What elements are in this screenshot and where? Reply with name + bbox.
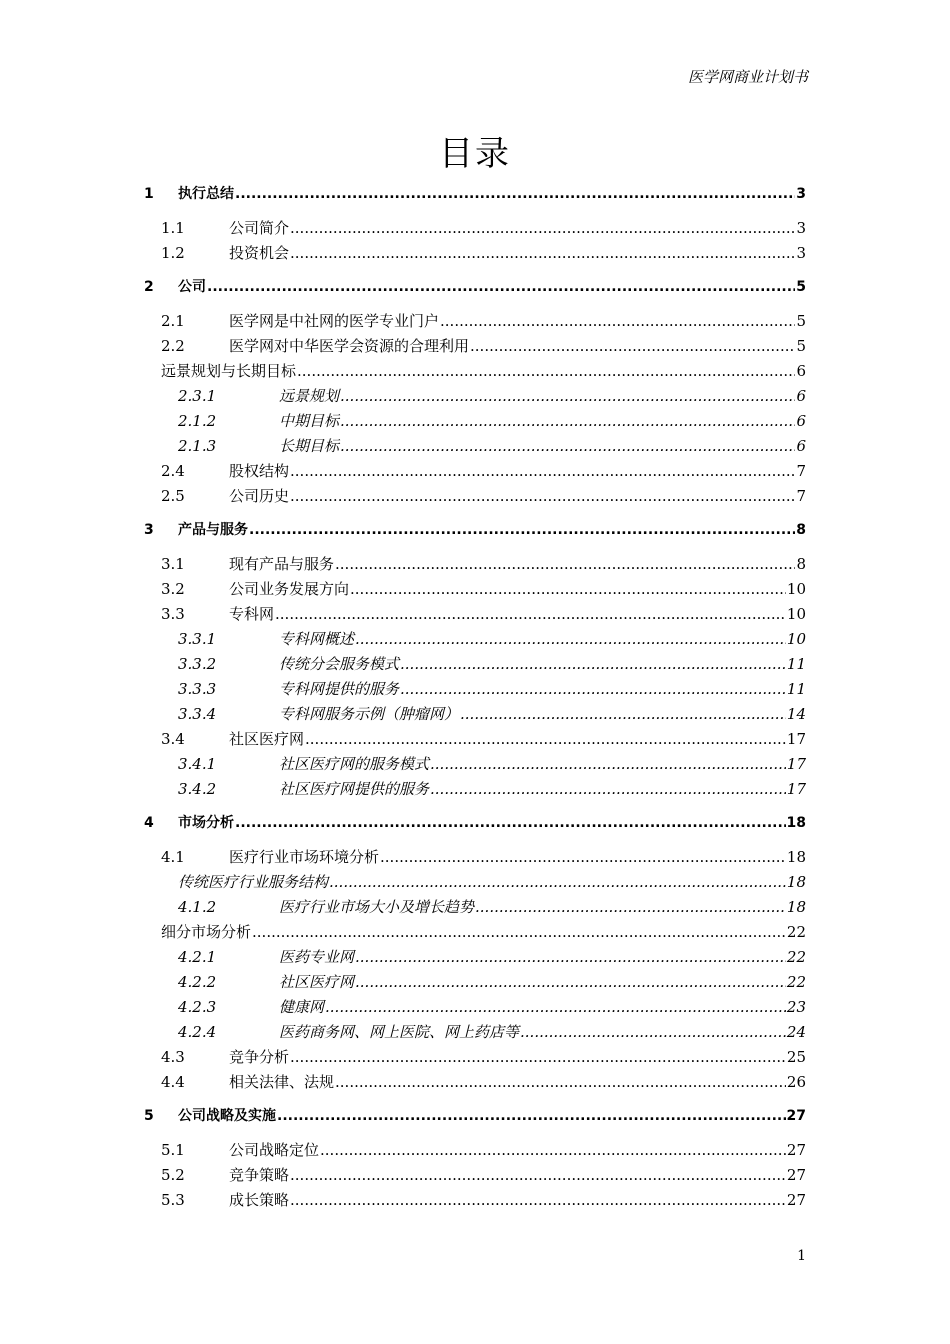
toc-dot-leader (380, 845, 786, 870)
toc-entry-page: 11 (786, 680, 806, 698)
toc-entry-number: 5 (144, 1108, 154, 1124)
toc-dot-leader (440, 309, 795, 334)
running-header: 医学网商业计划书 (687, 68, 808, 86)
toc-entry-title[interactable]: 公司业务发展方向 (229, 580, 350, 598)
toc-dot-leader (340, 384, 795, 409)
toc-entry-page: 14 (786, 705, 806, 723)
toc-entry-title[interactable]: 医疗行业市场环境分析 (229, 848, 380, 866)
toc-entry-page: 8 (796, 522, 806, 538)
toc-dot-leader (297, 359, 795, 384)
toc-entry-page: 6 (796, 387, 806, 405)
toc-entry-page: 27 (786, 1108, 806, 1124)
toc-entry-page: 18 (786, 898, 806, 916)
toc-dot-leader (290, 241, 795, 266)
toc-entry[interactable] (144, 895, 806, 920)
toc-entry-title[interactable]: 产品与服务 (178, 522, 248, 538)
toc-entry[interactable] (144, 945, 806, 970)
toc-dot-leader (252, 920, 786, 945)
toc-entry-title[interactable]: 健康网 (279, 998, 325, 1016)
toc-entry-title[interactable]: 现有产品与服务 (229, 555, 335, 573)
toc-entry[interactable] (144, 409, 806, 434)
toc-entry-page: 27 (786, 1166, 806, 1184)
toc-entry-number: 2.4 (161, 462, 185, 480)
toc-entry-page: 5 (796, 312, 806, 330)
toc-entry[interactable] (144, 652, 806, 677)
toc-entry[interactable] (144, 216, 806, 241)
toc-entry-page: 5 (796, 279, 806, 295)
toc-dot-leader (325, 995, 786, 1020)
toc-entry-title[interactable]: 相关法律、法规 (229, 1073, 335, 1091)
toc-entry-page: 18 (786, 848, 806, 866)
toc-dot-leader (290, 484, 795, 509)
toc-entry[interactable] (144, 384, 806, 409)
toc-entry-number: 4.3 (161, 1048, 185, 1066)
toc-entry[interactable] (144, 777, 806, 802)
toc-entry-title[interactable]: 执行总结 (178, 186, 234, 202)
table-of-contents (144, 182, 806, 1213)
toc-entry-number: 4.2.4 (178, 1023, 217, 1041)
toc-dot-leader (305, 727, 786, 752)
toc-entry-number: 5.2 (161, 1166, 185, 1184)
toc-entry[interactable] (144, 920, 806, 945)
toc-entry-page: 3 (796, 244, 806, 262)
toc-entry[interactable] (144, 484, 806, 509)
toc-dot-leader (235, 811, 786, 836)
toc-entry[interactable] (144, 577, 806, 602)
toc-entry[interactable] (144, 182, 806, 207)
toc-entry-title[interactable]: 传统分会服务模式 (279, 655, 400, 673)
toc-entry[interactable] (144, 970, 806, 995)
toc-entry-title[interactable]: 远景规划与长期目标 (161, 362, 297, 380)
toc-entry-title[interactable]: 传统医疗行业服务结构 (178, 873, 329, 891)
toc-dot-leader (290, 459, 795, 484)
toc-entry-page: 8 (796, 555, 806, 573)
toc-dot-leader (207, 275, 795, 300)
toc-entry-title[interactable]: 市场分析 (178, 815, 234, 831)
toc-entry[interactable] (144, 870, 806, 895)
toc-entry[interactable] (144, 459, 806, 484)
toc-entry[interactable] (144, 309, 806, 334)
toc-entry-page: 22 (786, 923, 806, 941)
toc-entry-page: 17 (786, 780, 806, 798)
toc-entry-title[interactable]: 公司战略及实施 (178, 1108, 276, 1124)
toc-dot-leader (277, 1104, 786, 1129)
toc-dot-leader (475, 895, 786, 920)
toc-entry-page: 10 (786, 605, 806, 623)
toc-dot-leader (355, 627, 786, 652)
toc-entry-page: 6 (796, 362, 806, 380)
toc-entry[interactable] (144, 241, 806, 266)
toc-entry-page: 23 (786, 998, 806, 1016)
toc-entry-title[interactable]: 医学网是中社网的医学专业门户 (229, 312, 440, 330)
toc-entry-number: 3.3 (161, 605, 185, 623)
toc-entry-page: 6 (796, 437, 806, 455)
toc-dot-leader (350, 577, 786, 602)
toc-entry-number: 3.3.4 (178, 705, 217, 723)
toc-entry-title[interactable]: 公司简介 (229, 219, 290, 237)
toc-entry[interactable] (144, 1188, 806, 1213)
toc-entry-title[interactable]: 股权结构 (229, 462, 290, 480)
toc-entry-page: 22 (786, 948, 806, 966)
toc-entry-number: 4 (144, 815, 154, 831)
toc-dot-leader (520, 1020, 786, 1045)
toc-entry-number: 4.2.1 (178, 948, 217, 966)
toc-entry-title[interactable]: 投资机会 (229, 244, 290, 262)
toc-dot-leader (290, 1045, 786, 1070)
toc-entry-number: 4.2.3 (178, 998, 217, 1016)
toc-entry-page: 17 (786, 730, 806, 748)
toc-entry[interactable] (144, 552, 806, 577)
toc-entry[interactable] (144, 752, 806, 777)
toc-dot-leader (290, 1188, 786, 1213)
toc-entry-number: 3 (144, 522, 154, 538)
toc-entry-number: 4.4 (161, 1073, 185, 1091)
toc-entry-title[interactable]: 长期目标 (279, 437, 340, 455)
toc-entry[interactable] (144, 1070, 806, 1095)
toc-entry-number: 1 (144, 186, 154, 202)
page-title: 目录 (439, 134, 511, 174)
toc-entry-page: 17 (786, 755, 806, 773)
toc-entry-title[interactable]: 专科网服务示例（肿瘤网） (279, 705, 460, 723)
toc-entry-page: 3 (796, 186, 806, 202)
toc-entry-page: 27 (786, 1141, 806, 1159)
toc-entry-number: 3.3.3 (178, 680, 217, 698)
toc-entry-number: 4.1.2 (178, 898, 217, 916)
toc-dot-leader (329, 870, 786, 895)
toc-entry-title[interactable]: 竞争策略 (229, 1166, 290, 1184)
toc-entry[interactable] (144, 359, 806, 384)
toc-entry-number: 2.2 (161, 337, 185, 355)
toc-dot-leader (400, 652, 786, 677)
toc-entry[interactable] (144, 702, 806, 727)
toc-entry-title[interactable]: 社区医疗网 (279, 973, 355, 991)
toc-entry[interactable] (144, 1104, 806, 1129)
toc-dot-leader (275, 602, 786, 627)
toc-dot-leader (290, 1163, 786, 1188)
toc-dot-leader (340, 434, 795, 459)
toc-entry[interactable] (144, 811, 806, 836)
toc-dot-leader (430, 752, 786, 777)
toc-entry-title[interactable]: 医药专业网 (279, 948, 355, 966)
toc-entry-title[interactable]: 专科网概述 (279, 630, 355, 648)
toc-entry-number: 1.1 (161, 219, 185, 237)
toc-entry[interactable] (144, 727, 806, 752)
toc-entry-title[interactable]: 竞争分析 (229, 1048, 290, 1066)
toc-entry[interactable] (144, 275, 806, 300)
toc-entry-number: 2.5 (161, 487, 185, 505)
toc-entry-title[interactable]: 医疗行业市场大小及增长趋势 (279, 898, 475, 916)
toc-entry-page: 18 (786, 873, 806, 891)
toc-dot-leader (335, 552, 795, 577)
toc-entry-number: 2.1.2 (178, 412, 217, 430)
toc-entry[interactable] (144, 1163, 806, 1188)
toc-entry-page: 26 (786, 1073, 806, 1091)
toc-entry-page: 10 (786, 630, 806, 648)
toc-entry-title[interactable]: 成长策略 (229, 1191, 290, 1209)
toc-dot-leader (335, 1070, 786, 1095)
toc-entry[interactable] (144, 845, 806, 870)
toc-entry-number: 1.2 (161, 244, 185, 262)
toc-entry-title[interactable]: 社区医疗网提供的服务 (279, 780, 430, 798)
toc-entry[interactable] (144, 518, 806, 543)
toc-entry-title[interactable]: 中期目标 (279, 412, 340, 430)
toc-dot-leader (430, 777, 786, 802)
toc-entry-number: 3.4.1 (178, 755, 217, 773)
toc-entry-title[interactable]: 公司战略定位 (229, 1141, 320, 1159)
toc-entry-number: 4.2.2 (178, 973, 217, 991)
toc-dot-leader (460, 702, 786, 727)
toc-entry[interactable] (144, 1138, 806, 1163)
toc-entry-number: 5.3 (161, 1191, 185, 1209)
toc-dot-leader (290, 216, 795, 241)
toc-dot-leader (470, 334, 795, 359)
toc-dot-leader (400, 677, 786, 702)
toc-entry-number: 2.1.3 (178, 437, 217, 455)
toc-entry-page: 6 (796, 412, 806, 430)
toc-entry-number: 3.3.2 (178, 655, 217, 673)
toc-dot-leader (235, 182, 795, 207)
toc-entry-title[interactable]: 细分市场分析 (161, 923, 252, 941)
toc-entry-page: 7 (796, 462, 806, 480)
toc-entry-number: 5.1 (161, 1141, 185, 1159)
toc-entry-number: 2 (144, 279, 154, 295)
toc-entry-number: 3.4 (161, 730, 185, 748)
toc-entry-title[interactable]: 专科网提供的服务 (279, 680, 400, 698)
toc-entry-number: 2.1 (161, 312, 185, 330)
toc-dot-leader (249, 518, 795, 543)
toc-entry[interactable] (144, 995, 806, 1020)
toc-entry-title[interactable]: 医学网对中华医学会资源的合理利用 (229, 337, 470, 355)
toc-entry-title[interactable]: 医药商务网、网上医院、网上药店等 (279, 1023, 520, 1041)
toc-entry[interactable] (144, 1045, 806, 1070)
toc-entry-number: 3.1 (161, 555, 185, 573)
toc-entry[interactable] (144, 677, 806, 702)
toc-entry[interactable] (144, 434, 806, 459)
toc-entry-page: 22 (786, 973, 806, 991)
toc-entry-title[interactable]: 专科网 (229, 605, 275, 623)
toc-entry-page: 7 (796, 487, 806, 505)
toc-entry-number: 2.3.1 (178, 387, 217, 405)
toc-entry-page: 18 (786, 815, 806, 831)
toc-dot-leader (355, 970, 786, 995)
toc-entry-title[interactable]: 公司 (178, 279, 206, 295)
toc-entry-page: 25 (786, 1048, 806, 1066)
toc-entry-page: 27 (786, 1191, 806, 1209)
toc-entry-title[interactable]: 社区医疗网的服务模式 (279, 755, 430, 773)
toc-entry-title[interactable]: 社区医疗网 (229, 730, 305, 748)
page-number: 1 (797, 1248, 806, 1264)
toc-dot-leader (355, 945, 786, 970)
toc-dot-leader (320, 1138, 786, 1163)
toc-entry-number: 3.4.2 (178, 780, 217, 798)
toc-entry-page: 10 (786, 580, 806, 598)
toc-entry[interactable] (144, 627, 806, 652)
toc-entry-number: 4.1 (161, 848, 185, 866)
toc-entry[interactable] (144, 1020, 806, 1045)
toc-entry-number: 3.2 (161, 580, 185, 598)
toc-entry-page: 3 (796, 219, 806, 237)
toc-entry-number: 3.3.1 (178, 630, 217, 648)
toc-entry-page: 11 (786, 655, 806, 673)
toc-entry[interactable] (144, 602, 806, 627)
toc-entry[interactable] (144, 334, 806, 359)
toc-entry-title[interactable]: 公司历史 (229, 487, 290, 505)
toc-entry-title[interactable]: 远景规划 (279, 387, 340, 405)
toc-entry-page: 5 (796, 337, 806, 355)
toc-dot-leader (340, 409, 795, 434)
toc-entry-page: 24 (786, 1023, 806, 1041)
